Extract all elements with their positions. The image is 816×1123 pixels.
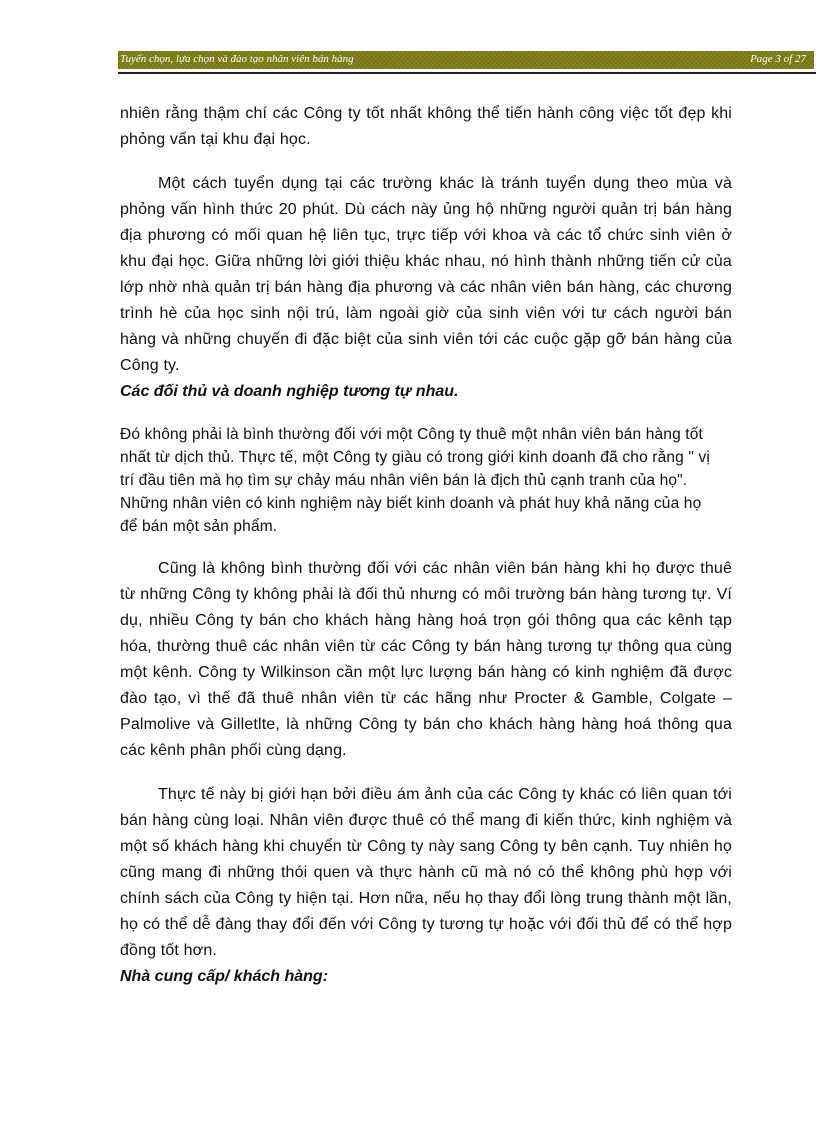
page-header-bar xyxy=(118,51,814,69)
page-number: Page 3 of 27 xyxy=(750,53,806,65)
section-heading-competitors: Các đối thủ và doanh nghiệp tương tự nhau. xyxy=(120,383,459,400)
paragraph-continuation: nhiên rằng thậm chí các Công ty tốt nhất không thể tiến hành công việc tốt đẹp khi phỏng vấn tại khu đại học. xyxy=(120,105,732,148)
paragraph-recruiting-schools: Một cách tuyển dụng tại các trường khác là tránh tuyển dụng theo mùa và phỏng vấn hình thức 20 phút. Dù cách này ủng hộ những người quản trị bán hàng địa phương có mối quan hệ liên tục, trực tiếp với khoa và các tổ chức sinh viên ở khu đại học. Giữa những lời giới thiệu khác nhau, nó hình thành những tiến cử của lớp nhờ nhà quản trị bán hàng địa phương và các nhân viên bán hàng, các chương trình hè của học sinh nội trú, làm ngoài giờ của sinh viên với tư cách người bán hàng và những chuyến đi đặc biệt của sinh viên tới các cuộc gặp gỡ bán hàng của Công ty. xyxy=(120,175,732,374)
header-divider xyxy=(118,72,816,74)
document-title: Tuyển chọn, lựa chọn và đào tạo nhân viên bán hàng xyxy=(120,53,354,65)
page-body xyxy=(120,101,732,990)
paragraph-competitors: Đó không phải là bình thường đối với một Công ty thuê một nhân viên bán hàng tốt nhất từ dịch thủ. Thực tế, một Công ty giàu có trong giới kinh doanh đã cho rằng " vị trí đầu tiên mà họ tìm sự chảy máu nhân viên bán là địch thủ cạnh tranh của họ". Những nhân viên có kinh nghiệm này biết kinh doanh và phát huy khả năng của họ để bán một sản phẩm. xyxy=(120,426,710,535)
section-heading-suppliers: Nhà cung cấp/ khách hàng: xyxy=(120,968,329,985)
paragraph-similar-companies: Cũng là không bình thường đối với các nhân viên bán hàng khi họ được thuê từ những Công ty không phải là đối thủ nhưng có môi trường bán hàng tương tự. Ví dụ, nhiều Công ty bán cho khách hàng hàng hoá trọn gói thông qua các kênh tạp hóa, thường thuê các nhân viên từ các Công ty bán hàng tương tự thông qua cùng một kênh. Công ty Wilkinson cần một lực lượng bán hàng có kinh nghiệm đã được đào tạo, vì thế đã thuê nhân viên từ các hãng như Procter & Gamble, Colgate – Palmolive và Gilletlte, là những Công ty bán cho khách hàng hàng hoá thông qua các kênh phân phối cùng dạng. xyxy=(120,560,732,759)
paragraph-limitations: Thực tế này bị giới hạn bởi điều ám ảnh của các Công ty khác có liên quan tới bán hàng cùng loại. Nhân viên được thuê có thể mang đi kiến thức, kinh nghiệm và một số khách hàng khi chuyển từ Công ty này sang Công ty bên cạnh. Tuy nhiên họ cũng mang đi những thói quen và thực hành cũ mà nó có thể không phù hợp với chính sách của Công ty hiện tại. Hơn nữa, nếu họ thay đổi lòng trung thành một lần, họ có thể dễ đàng thay đổi đến với Công ty tương tự hoặc với đối thủ để có thể hợp đồng tốt hơn. xyxy=(120,786,732,959)
